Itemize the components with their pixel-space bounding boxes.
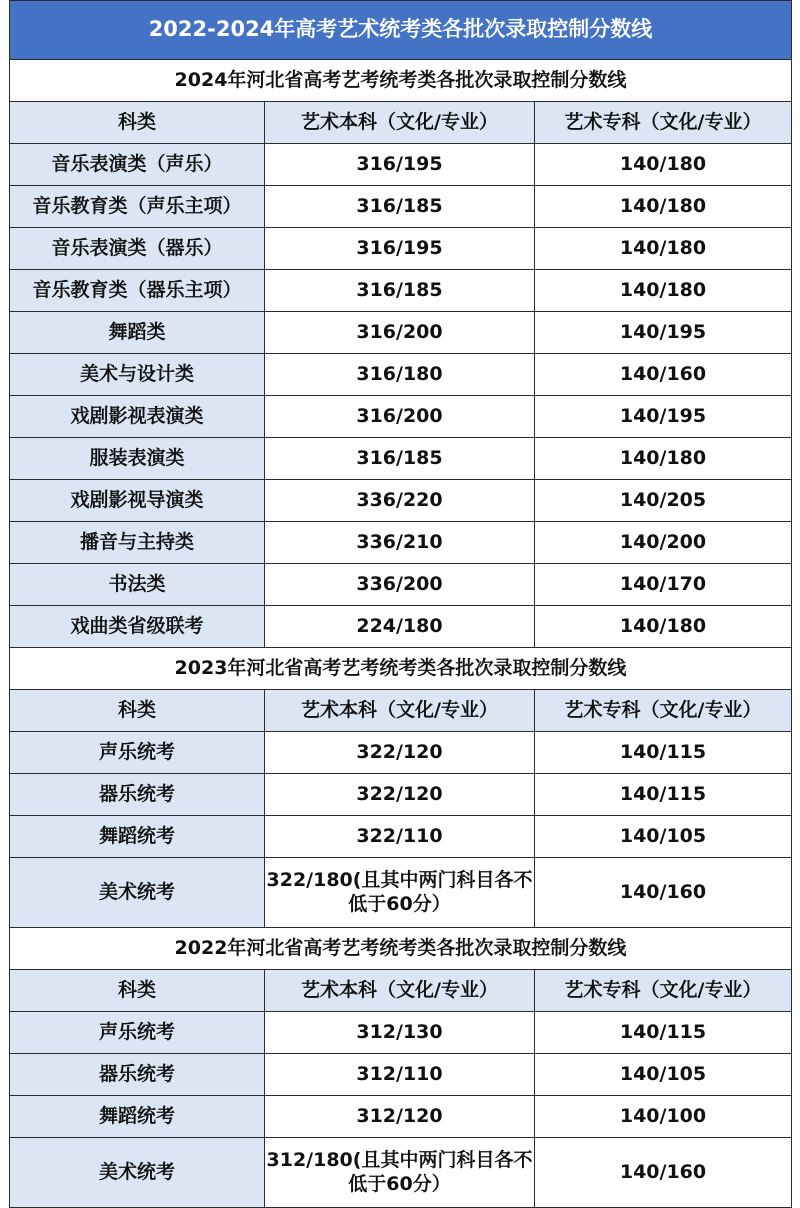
college-score-cell: 140/180 xyxy=(535,438,792,480)
college-score-cell: 140/205 xyxy=(535,480,792,522)
section-heading-2022: 2022年河北省高考艺考统考类各批次录取控制分数线 xyxy=(10,928,792,970)
college-score-cell: 140/195 xyxy=(535,312,792,354)
section-heading-2023: 2023年河北省高考艺考统考类各批次录取控制分数线 xyxy=(10,648,792,690)
table-row xyxy=(10,1138,792,1208)
undergrad-score-cell: 316/185 xyxy=(265,270,535,312)
undergrad-score-cell: 316/195 xyxy=(265,228,535,270)
undergrad-score-cell: 316/195 xyxy=(265,144,535,186)
table-row xyxy=(10,186,792,228)
table-row xyxy=(10,816,792,858)
table-row xyxy=(10,1054,792,1096)
column-header-undergrad: 艺术本科（文化/专业） xyxy=(265,690,535,732)
undergrad-score-cell: 312/120 xyxy=(265,1096,535,1138)
column-header-category: 科类 xyxy=(10,690,265,732)
undergrad-score-cell: 322/120 xyxy=(265,732,535,774)
college-score-cell: 140/180 xyxy=(535,606,792,648)
college-score-cell: 140/115 xyxy=(535,732,792,774)
category-cell: 戏曲类省级联考 xyxy=(10,606,265,648)
column-header-category: 科类 xyxy=(10,102,265,144)
category-cell: 音乐表演类（声乐） xyxy=(10,144,265,186)
category-cell: 舞蹈类 xyxy=(10,312,265,354)
table-row xyxy=(10,606,792,648)
column-header-row xyxy=(10,102,792,144)
undergrad-score-cell: 224/180 xyxy=(265,606,535,648)
undergrad-score-cell: 316/200 xyxy=(265,396,535,438)
table-row xyxy=(10,312,792,354)
category-cell: 声乐统考 xyxy=(10,1012,265,1054)
category-cell: 音乐表演类（器乐） xyxy=(10,228,265,270)
college-score-cell: 140/170 xyxy=(535,564,792,606)
column-header-row xyxy=(10,690,792,732)
undergrad-score-cell: 322/120 xyxy=(265,774,535,816)
college-score-cell: 140/160 xyxy=(535,858,792,928)
table-row xyxy=(10,1096,792,1138)
college-score-cell: 140/180 xyxy=(535,270,792,312)
college-score-cell: 140/105 xyxy=(535,1054,792,1096)
undergrad-score-cell: 322/110 xyxy=(265,816,535,858)
table-row xyxy=(10,522,792,564)
column-header-row xyxy=(10,970,792,1012)
undergrad-score-cell: 316/200 xyxy=(265,312,535,354)
college-score-cell: 140/160 xyxy=(535,1138,792,1208)
table-row xyxy=(10,858,792,928)
table-row xyxy=(10,1012,792,1054)
category-cell: 书法类 xyxy=(10,564,265,606)
undergrad-score-cell: 336/210 xyxy=(265,522,535,564)
undergrad-score-cell: 312/110 xyxy=(265,1054,535,1096)
table-row xyxy=(10,732,792,774)
table-row xyxy=(10,354,792,396)
table-row xyxy=(10,564,792,606)
category-cell: 音乐教育类（声乐主项） xyxy=(10,186,265,228)
undergrad-score-cell: 322/180(且其中两门科目各不低于60分） xyxy=(265,858,535,928)
column-header-undergrad: 艺术本科（文化/专业） xyxy=(265,102,535,144)
category-cell: 戏剧影视表演类 xyxy=(10,396,265,438)
college-score-cell: 140/195 xyxy=(535,396,792,438)
category-cell: 服装表演类 xyxy=(10,438,265,480)
column-header-category: 科类 xyxy=(10,970,265,1012)
category-cell: 音乐教育类（器乐主项） xyxy=(10,270,265,312)
college-score-cell: 140/115 xyxy=(535,1012,792,1054)
undergrad-score-cell: 316/185 xyxy=(265,186,535,228)
undergrad-score-cell: 312/180(且其中两门科目各不低于60分） xyxy=(265,1138,535,1208)
college-score-cell: 140/180 xyxy=(535,144,792,186)
college-score-cell: 140/160 xyxy=(535,354,792,396)
category-cell: 舞蹈统考 xyxy=(10,816,265,858)
undergrad-score-cell: 316/185 xyxy=(265,438,535,480)
undergrad-score-cell: 336/200 xyxy=(265,564,535,606)
column-header-junior-college: 艺术专科（文化/专业） xyxy=(535,690,792,732)
table-row xyxy=(10,144,792,186)
table-row xyxy=(10,480,792,522)
college-score-cell: 140/100 xyxy=(535,1096,792,1138)
table-row xyxy=(10,228,792,270)
college-score-cell: 140/180 xyxy=(535,228,792,270)
undergrad-score-cell: 316/180 xyxy=(265,354,535,396)
category-cell: 舞蹈统考 xyxy=(10,1096,265,1138)
college-score-cell: 140/115 xyxy=(535,774,792,816)
college-score-cell: 140/200 xyxy=(535,522,792,564)
table-row xyxy=(10,396,792,438)
section-heading-2024: 2024年河北省高考艺考统考类各批次录取控制分数线 xyxy=(10,60,792,102)
score-table xyxy=(9,0,792,1208)
table-row xyxy=(10,774,792,816)
category-cell: 美术与设计类 xyxy=(10,354,265,396)
table-title: 2022-2024年高考艺术统考类各批次录取控制分数线 xyxy=(10,1,792,60)
category-cell: 戏剧影视导演类 xyxy=(10,480,265,522)
college-score-cell: 140/180 xyxy=(535,186,792,228)
category-cell: 美术统考 xyxy=(10,1138,265,1208)
category-cell: 器乐统考 xyxy=(10,1054,265,1096)
category-cell: 播音与主持类 xyxy=(10,522,265,564)
category-cell: 美术统考 xyxy=(10,858,265,928)
table-row xyxy=(10,270,792,312)
table-row xyxy=(10,438,792,480)
undergrad-score-cell: 312/130 xyxy=(265,1012,535,1054)
category-cell: 声乐统考 xyxy=(10,732,265,774)
column-header-junior-college: 艺术专科（文化/专业） xyxy=(535,102,792,144)
column-header-undergrad: 艺术本科（文化/专业） xyxy=(265,970,535,1012)
category-cell: 器乐统考 xyxy=(10,774,265,816)
undergrad-score-cell: 336/220 xyxy=(265,480,535,522)
college-score-cell: 140/105 xyxy=(535,816,792,858)
column-header-junior-college: 艺术专科（文化/专业） xyxy=(535,970,792,1012)
